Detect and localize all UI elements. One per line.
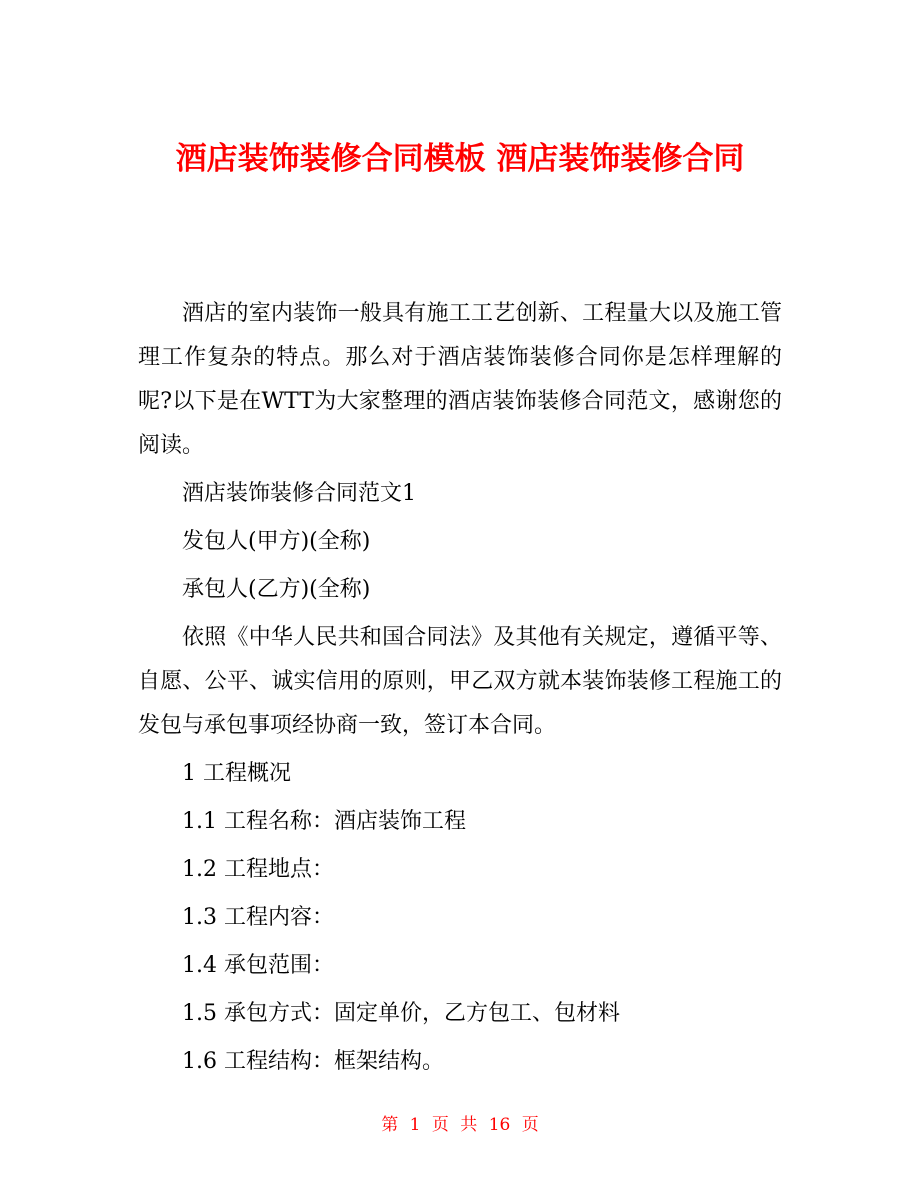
clause-1-1: 1.1 工程名称：酒店装饰工程 xyxy=(182,809,466,834)
footer-page-unit: 页 xyxy=(431,1115,449,1135)
clause-1-4: 1.4 承包范围： xyxy=(182,953,334,978)
document-body xyxy=(138,292,782,1088)
page-footer xyxy=(0,1112,920,1138)
clause-1-6: 1.6 工程结构：框架结构。 xyxy=(182,1049,444,1074)
footer-total-prefix: 共 xyxy=(460,1115,478,1135)
footer-page-unit-2: 页 xyxy=(521,1115,539,1135)
footer-current-page: 1 xyxy=(409,1115,421,1135)
footer-prefix: 第 xyxy=(381,1115,399,1135)
intro-paragraph: 酒店的室内装饰一般具有施工工艺创新、工程量大以及施工管理工作复杂的特点。那么对于酒店装饰装修合同你是怎样理解的呢?以下是在WTT为大家整理的酒店装饰装修合同范文，感谢您的阅读。 xyxy=(138,301,782,458)
clause-1-5: 1.5 承包方式：固定单价，乙方包工、包材料 xyxy=(182,1001,620,1026)
clause-1-2: 1.2 工程地点： xyxy=(182,857,334,882)
document-title: 酒店装饰装修合同模板 酒店装饰装修合同 xyxy=(175,140,745,177)
party-b-line: 承包人(乙方)(全称) xyxy=(182,577,371,602)
section-heading: 酒店装饰装修合同范文1 xyxy=(182,481,416,506)
footer-total-pages: 16 xyxy=(488,1115,511,1135)
clause-1-3: 1.3 工程内容： xyxy=(182,905,334,930)
legal-basis-paragraph: 依照《中华人民共和国合同法》及其他有关规定，遵循平等、自愿、公平、诚实信用的原则，甲乙双方就本装饰装修工程施工的发包与承包事项经协商一致，签订本合同。 xyxy=(138,625,782,738)
clause-1-heading: 1 工程概况 xyxy=(182,761,291,786)
party-a-line: 发包人(甲方)(全称) xyxy=(182,529,371,554)
